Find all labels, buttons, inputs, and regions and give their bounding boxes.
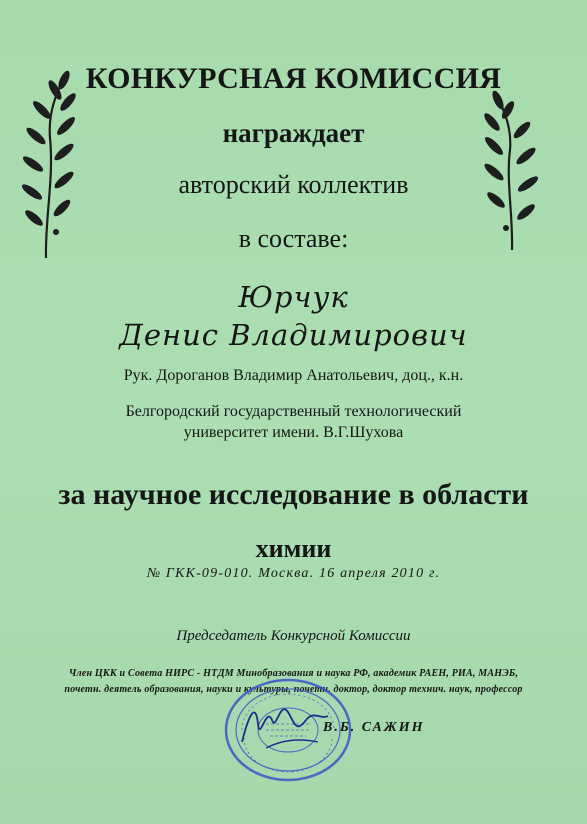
recipient-surname: Юрчук — [238, 280, 349, 314]
awards-text: награждает — [222, 118, 365, 148]
award-field: химии — [255, 534, 332, 563]
signer-name: В.Б. САЖИН — [323, 720, 425, 735]
recipient-given-names: Денис Владимирович — [119, 318, 468, 352]
composition-text: в составе: — [238, 224, 349, 253]
handwritten-signature — [236, 690, 332, 760]
collective-text: авторский коллектив — [178, 170, 409, 199]
university-line-1: Белгородский государственный технологический — [125, 403, 462, 420]
supervisor-line: Рук. Дороганов Владимир Анатольевич, доц., к.н. — [123, 367, 464, 384]
credentials-line-2: почетн. деятель образования, науки и культуры, почетн. доктор, доктор технич. наук, профессор — [64, 684, 523, 695]
certificate-title: КОНКУРСНАЯ КОМИССИЯ — [85, 62, 502, 95]
university-line-2: университет имени. В.Г.Шухова — [183, 424, 404, 441]
registration-line: № ГКК-09-010. Москва. 16 апреля 2010 г. — [146, 566, 441, 581]
award-reason: за научное исследование в области — [58, 478, 529, 511]
chairman-title: Председатель Конкурсной Комиссии — [176, 628, 411, 644]
credentials-line-1: Член ЦКК и Совета НИРС - НТДМ Минобразования и наука РФ, академик РАЕН, РИА, МАНЭБ, — [68, 668, 519, 679]
